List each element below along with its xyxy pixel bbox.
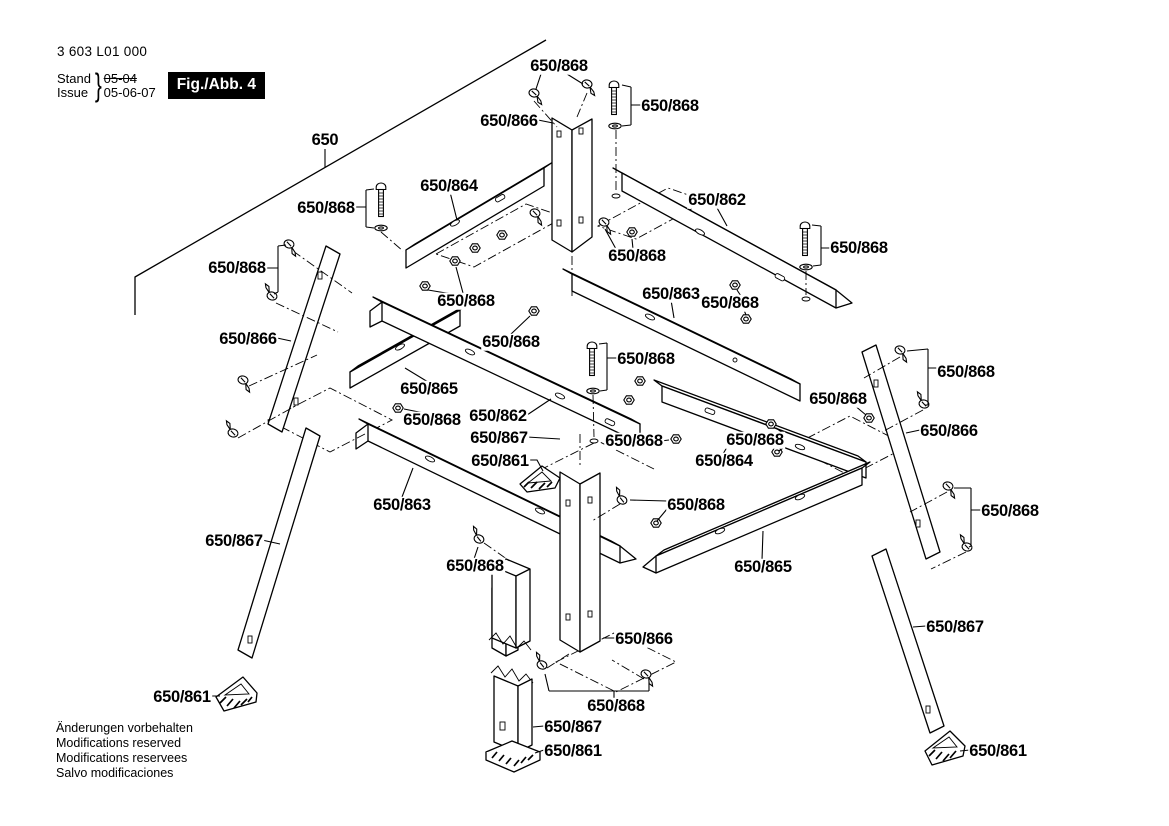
part-ref-label: 650/868 <box>482 332 540 351</box>
part-ref-label: 650/867 <box>926 617 984 636</box>
part-ref-label: 650/862 <box>688 190 746 209</box>
part-ref-label: 650/868 <box>981 501 1039 520</box>
part-ref-label: 650/866 <box>920 421 978 440</box>
legal-line: Änderungen vorbehalten <box>56 721 193 735</box>
part-ref-label: 650/868 <box>297 198 355 217</box>
part-ref-label: 650/863 <box>642 284 700 303</box>
issue-label: Issue <box>57 84 89 100</box>
part-ref-label: 650/865 <box>734 557 792 576</box>
legal-note <box>56 721 193 781</box>
part-ref-label: 650/868 <box>701 293 759 312</box>
part-ref-label: 650/868 <box>667 495 725 514</box>
part-ref-label: 650/868 <box>608 246 666 265</box>
part-ref-label: 650/868 <box>208 258 266 277</box>
part-ref-label: 650/861 <box>153 687 211 706</box>
stand-value: 05-04 <box>103 70 137 86</box>
figure-badge: Fig./Abb. 4 <box>168 72 265 99</box>
revision-brace: } <box>94 67 102 103</box>
part-ref-label: 650/862 <box>469 406 527 425</box>
part-ref-label: 650/868 <box>809 389 867 408</box>
stand-label: Stand <box>57 70 91 86</box>
part-ref-label: 650/865 <box>400 379 458 398</box>
part-ref-label: 650/868 <box>605 431 663 450</box>
title-block <box>57 44 265 104</box>
legal-line: Modifications reservees <box>56 751 188 765</box>
part-ref-label: 650/863 <box>373 495 431 514</box>
part-ref-label: 650/867 <box>470 428 528 447</box>
legal-line: Modifications reserved <box>56 736 182 750</box>
part-ref-label: 650/861 <box>544 741 602 760</box>
part-ref-label: 650/866 <box>615 629 673 648</box>
part-ref-label: 650/868 <box>641 96 699 115</box>
part-ref-label: 650/868 <box>530 56 588 75</box>
part-ref-label: 650/866 <box>480 111 538 130</box>
legal-line: Salvo modificaciones <box>56 766 174 780</box>
revision-block <box>57 67 265 104</box>
part-ref-label: 650/864 <box>695 451 753 470</box>
part-ref-label: 650/868 <box>437 291 495 310</box>
part-ref-label: 650/868 <box>617 349 675 368</box>
part-ref-label: 650/868 <box>446 556 504 575</box>
assembly-ref-label: 650 <box>311 130 339 149</box>
part-ref-label: 650/868 <box>726 430 784 449</box>
part-ref-label: 650/867 <box>205 531 263 550</box>
part-ref-label: 650/861 <box>471 451 529 470</box>
part-ref-label: 650/866 <box>219 329 277 348</box>
part-ref-label: 650/868 <box>937 362 995 381</box>
part-ref-label: 650/868 <box>830 238 888 257</box>
part-ref-label: 650/868 <box>587 696 645 715</box>
part-ref-label: 650/867 <box>544 717 602 736</box>
issue-value: 05-06-07 <box>103 84 156 100</box>
part-ref-label: 650/861 <box>969 741 1027 760</box>
part-ref-label: 650/868 <box>403 410 461 429</box>
catalog-number: 3 603 L01 000 <box>57 44 148 59</box>
part-ref-label: 650/864 <box>420 176 478 195</box>
